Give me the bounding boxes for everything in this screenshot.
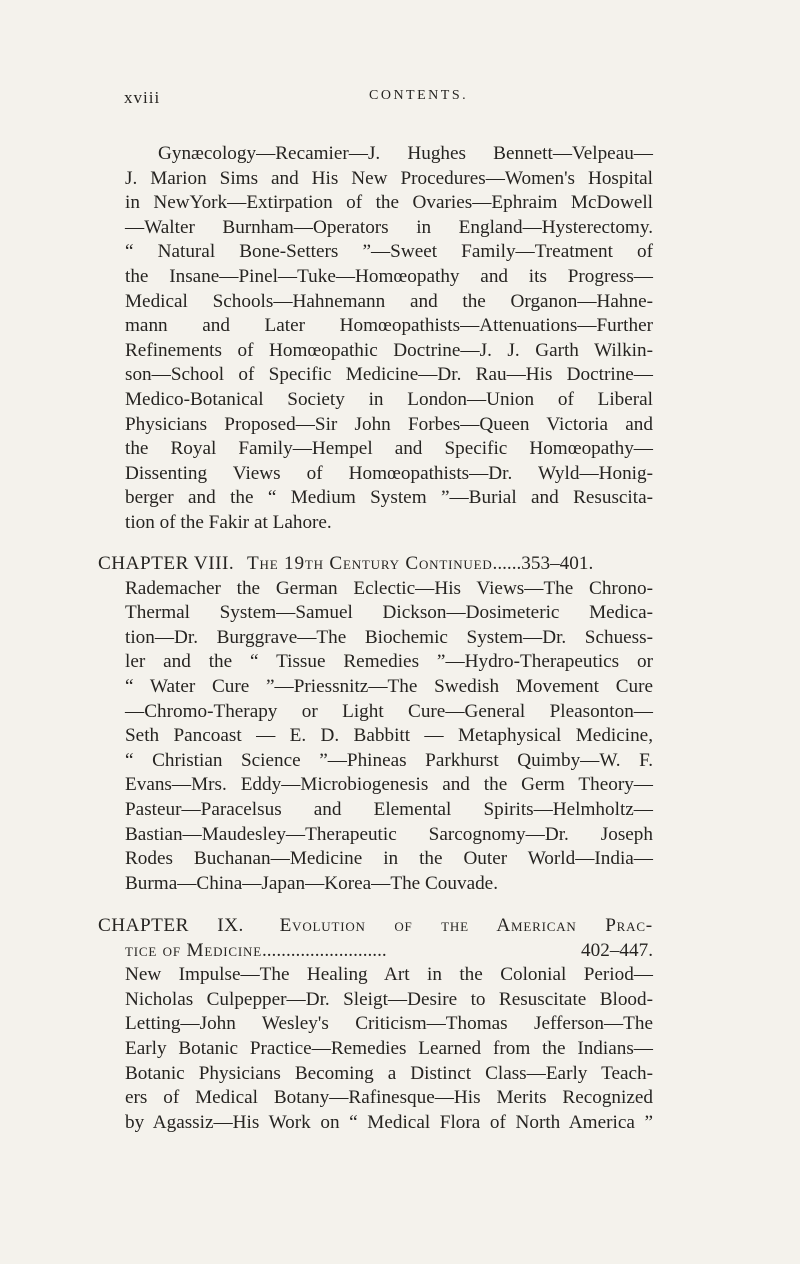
chapter-title: The 19th Century Continued (247, 553, 493, 574)
text-line: Early Botanic Practice—Remedies Learned from the Indians— (125, 1038, 653, 1059)
text-line: Gynæcology—Recamier—J. Hughes Bennett—Velpeau— (158, 143, 653, 164)
text-line: ler and the “ Tissue Remedies ”—Hydro-Therapeutics or (125, 651, 653, 673)
text-line: in NewYork—Extirpation of the Ovaries—Ephraim McDowell (125, 192, 653, 214)
text-line: Rademacher the German Eclectic—His Views—The Chrono- (125, 577, 653, 599)
text-line: Physicians Proposed—Sir John Forbes—Queen Victoria and (125, 413, 653, 435)
text-line: Letting—John Wesley's Criticism—Thomas Jefferson—The (125, 1013, 653, 1035)
page-range: 353–401. (521, 553, 594, 574)
page-number: xviii (124, 88, 161, 107)
text-line: Burma—China—Japan—Korea—The Couvade. (125, 872, 498, 894)
text-line: Seth Pancoast — E. D. Babbitt — Metaphysical Medicine, (125, 725, 653, 747)
text-line: Nicholas Culpepper—Dr. Sleigt—Desire to Resuscitate Blood- (125, 988, 653, 1010)
chapter-title: Evolution of the American Prac- (279, 915, 654, 936)
dot-leader: .......................... (261, 939, 387, 961)
text-line: tion—Dr. Burggrave—The Biochemic System—Dr. Schuess- (125, 626, 653, 648)
chapter-label: CHAPTER VIII. (98, 553, 235, 574)
page-header (124, 88, 550, 112)
text-line: —Chromo-Therapy or Light Cure—General Pleasonton— (125, 700, 653, 722)
chapter-heading (98, 552, 653, 576)
text-line: New Impulse—The Healing Art in the Colonial Period— (125, 964, 653, 986)
running-title: CONTENTS. (369, 88, 469, 103)
text-line: Medical Schools—Hahnemann and the Organon—Hahne- (125, 290, 653, 312)
text-line: mann and Later Homœopathists—Attenuations—Further (125, 315, 653, 337)
dot-leader: ...... (492, 553, 522, 574)
text-line: Refinements of Homœopathic Doctrine—J. J. Garth Wilkin- (125, 339, 653, 361)
chapter-title-continuation (125, 939, 653, 963)
page-range: 402–447. (581, 939, 653, 961)
text-line: son—School of Specific Medicine—Dr. Rau—His Doctrine— (125, 364, 653, 386)
text-line: ers of Medical Botany—Rafinesque—His Merits Recognized (125, 1087, 653, 1109)
text-line: Evans—Mrs. Eddy—Microbiogenesis and the Germ Theory— (125, 774, 653, 796)
chapter-heading (98, 914, 653, 938)
text-line: “ Water Cure ”—Priessnitz—The Swedish Movement Cure (125, 676, 653, 697)
text-line: Pasteur—Paracelsus and Elemental Spirits—Helmholtz— (125, 799, 653, 820)
text-line: Thermal System—Samuel Dickson—Dosimeteric Medica- (125, 602, 653, 624)
text-line: Dissenting Views of Homœopathists—Dr. Wyld—Honig- (125, 462, 653, 484)
text-line: Botanic Physicians Becoming a Distinct Class—Early Teach- (125, 1062, 653, 1084)
text-line: “ Natural Bone-Setters ”—Sweet Family—Treatment of (125, 241, 653, 263)
text-line: Rodes Buchanan—Medicine in the Outer World—India— (125, 848, 653, 870)
text-line: the Royal Family—Hempel and Specific Homœopathy— (125, 438, 653, 460)
chapter-title: tice of Medicine (125, 939, 262, 961)
text-line: the Insane—Pinel—Tuke—Homœopathy and its Progress— (125, 266, 653, 287)
text-line: Bastian—Maudesley—Therapeutic Sarcognomy—Dr. Joseph (125, 823, 653, 845)
text-line: “ Christian Science ”—Phineas Parkhurst Quimby—W. F. (125, 749, 653, 771)
chapter-label: CHAPTER IX. (98, 915, 244, 936)
text-line: Medico-Botanical Society in London—Union of Liberal (125, 389, 653, 410)
text-line: tion of the Fakir at Lahore. (125, 512, 332, 533)
text-line: —Walter Burnham—Operators in England—Hysterectomy. (125, 216, 653, 238)
text-line: berger and the “ Medium System ”—Burial and Resuscita- (125, 487, 653, 509)
text-line: J. Marion Sims and His New Procedures—Women's Hospital (125, 167, 653, 189)
text-line: by Agassiz—His Work on “ Medical Flora of North America ” (125, 1111, 653, 1133)
